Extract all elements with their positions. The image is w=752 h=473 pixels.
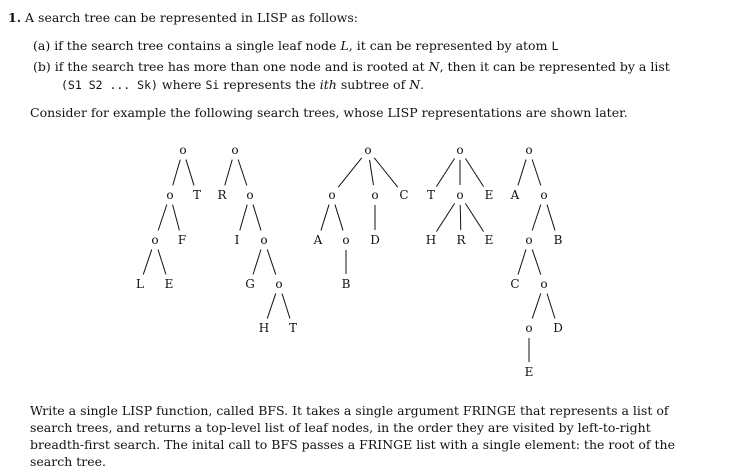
tree-edge	[370, 160, 374, 185]
tree-leaf-node: C	[510, 277, 520, 291]
tree-edge	[532, 159, 541, 185]
tree-edge	[321, 205, 329, 231]
closing-line-4: search tree.	[30, 454, 107, 469]
tree-leaf-node: D	[553, 321, 563, 335]
closing-line-2: search trees, and returns a top-level list of leaf nodes, in the order they are visited by left-to-right	[30, 420, 651, 435]
tree-leaf-node: A	[313, 233, 323, 247]
item-b-label: (b)	[33, 59, 51, 74]
tree-edge	[532, 249, 541, 274]
item-a-code: L	[551, 39, 559, 53]
tree-edge	[158, 204, 167, 230]
tree-edge	[465, 203, 483, 231]
tree-leaf-node: F	[177, 233, 187, 247]
tree-leaf-node: D	[370, 233, 380, 247]
tree-edge	[282, 294, 290, 319]
tree-internal-node: o	[525, 321, 533, 335]
closing-line-1: Write a single LISP function, called BFS. It takes a single argument FRINGE that represents a list of	[30, 403, 669, 418]
tree-2	[217, 143, 297, 335]
tree-leaf-node: H	[258, 321, 270, 335]
tree-internal-node: o	[231, 143, 239, 157]
tree-internal-node: o	[525, 233, 533, 247]
tree-edge	[173, 205, 180, 231]
tree-edge	[518, 160, 526, 186]
item-a-mid: , it can be represented by atom	[348, 38, 548, 53]
tree-internal-node: o	[456, 188, 464, 202]
tree-edge	[436, 203, 454, 231]
tree-3	[313, 143, 409, 291]
item-a-var: L	[340, 38, 349, 53]
tree-edge	[225, 160, 232, 186]
item-b-code-si: Si	[205, 78, 220, 92]
item-b-subtree: subtree of	[340, 77, 406, 92]
tree-leaf-node: L	[136, 277, 144, 291]
item-b-ith: ith	[319, 77, 337, 92]
tree-edge	[436, 158, 454, 186]
tree-edge	[518, 250, 526, 275]
tree-leaf-node: A	[510, 188, 520, 202]
item-b-represents: represents the	[223, 77, 316, 92]
item-b-code-list: (S1 S2 ... Sk)	[61, 78, 158, 92]
tree-leaf-node: I	[234, 233, 240, 247]
tree-edge	[547, 205, 555, 231]
tree-edge	[267, 249, 276, 274]
tree-internal-node: o	[371, 188, 379, 202]
tree-edge	[173, 160, 180, 186]
tree-edge	[532, 204, 541, 230]
tree-leaf-node: C	[399, 188, 409, 202]
tree-internal-node: o	[275, 277, 283, 291]
tree-leaf-node: T	[288, 321, 298, 335]
tree-leaf-node: E	[524, 365, 534, 379]
tree-edge	[532, 293, 541, 318]
problem-intro: A search tree can be represented in LISP as follows:	[25, 10, 358, 25]
tree-edge	[547, 294, 555, 319]
tree-4	[426, 143, 494, 247]
tree-leaf-node: B	[341, 277, 351, 291]
tree-leaf-node: R	[217, 188, 227, 202]
tree-edge	[253, 250, 261, 275]
tree-internal-node: o	[540, 188, 548, 202]
tree-edge	[460, 205, 461, 230]
tree-edge	[253, 205, 261, 231]
example-intro: Consider for example the following search trees, whose LISP representations are shown later.	[30, 105, 628, 120]
tree-internal-node: o	[166, 188, 174, 202]
tree-edge	[158, 250, 166, 275]
tree-leaf-node: E	[484, 233, 494, 247]
tree-edge	[238, 159, 247, 185]
tree-5	[510, 143, 563, 379]
tree-internal-node: o	[364, 143, 372, 157]
item-b-text1: if the search tree has more than one node and is rooted at	[54, 59, 425, 74]
tree-internal-node: o	[342, 233, 350, 247]
tree-leaf-node: B	[553, 233, 563, 247]
tree-edge	[465, 158, 483, 186]
tree-internal-node: o	[456, 143, 464, 157]
tree-edge	[186, 160, 194, 186]
tree-1	[136, 143, 201, 291]
item-b-text1-after: , then it can be represented by a list	[439, 59, 670, 74]
tree-edge	[335, 205, 343, 231]
item-a-label: (a)	[33, 38, 51, 53]
tree-edge	[374, 158, 398, 187]
tree-internal-node: o	[525, 143, 533, 157]
tree-edge	[143, 249, 152, 274]
tree-leaf-node: H	[425, 233, 437, 247]
item-a-text: if the search tree contains a single leaf node	[54, 38, 337, 53]
tree-edge	[240, 205, 247, 231]
tree-internal-node: o	[246, 188, 254, 202]
tree-leaf-node: T	[426, 188, 436, 202]
problem-number: 1.	[8, 10, 22, 25]
tree-leaf-node: R	[456, 233, 466, 247]
tree-edge	[267, 293, 276, 318]
tree-internal-node: o	[151, 233, 159, 247]
tree-leaf-node: G	[245, 277, 255, 291]
item-b-var1: N	[428, 59, 440, 74]
tree-leaf-node: E	[164, 277, 174, 291]
tree-leaf-node: T	[192, 188, 202, 202]
tree-edge	[338, 158, 362, 187]
tree-leaf-node: E	[484, 188, 494, 202]
item-b-where: where	[161, 77, 202, 92]
tree-internal-node: o	[260, 233, 268, 247]
tree-internal-node: o	[540, 277, 548, 291]
closing-line-3: breadth-first search. The inital call to BFS passes a FRINGE list with a single element: the root of the	[30, 437, 675, 452]
item-b-var2: N	[409, 77, 421, 92]
item-b-end: .	[420, 77, 425, 92]
tree-internal-node: o	[328, 188, 336, 202]
tree-internal-node: o	[179, 143, 187, 157]
